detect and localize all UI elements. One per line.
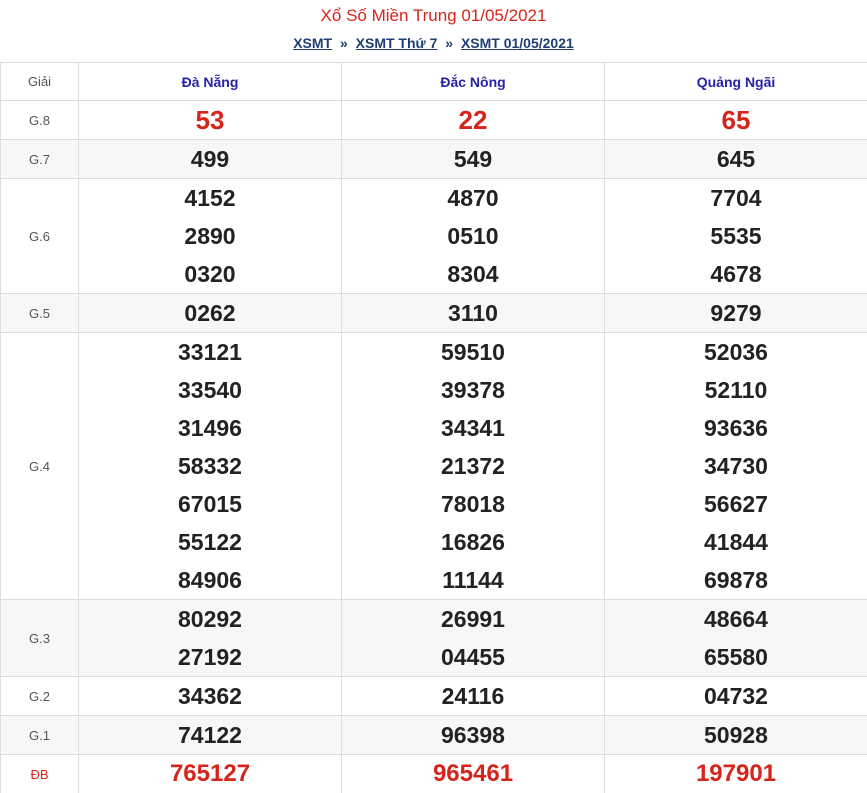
prize-number: 67015 — [178, 491, 242, 517]
prize-number: 39378 — [441, 377, 505, 403]
table-header-row — [1, 63, 867, 101]
prize-number: 7704 — [710, 185, 762, 211]
prize-number: 41844 — [704, 529, 768, 555]
prize-number: 74122 — [178, 722, 242, 748]
prize-cell — [342, 600, 605, 677]
prize-cell — [605, 755, 867, 793]
prize-number: 8304 — [447, 261, 499, 287]
breadcrumb-separator: » — [339, 35, 348, 51]
prize-number: 80292 — [178, 606, 242, 632]
prize-number: 0262 — [184, 300, 236, 326]
prize-label: G.7 — [1, 140, 79, 179]
prize-cell — [342, 716, 605, 755]
prize-number: 26991 — [441, 606, 505, 632]
table-row — [1, 179, 867, 294]
prize-number: 65580 — [704, 644, 768, 670]
prize-label: G.3 — [1, 600, 79, 677]
breadcrumb-link-xsmt-thu-7[interactable]: XSMT Thứ 7 — [355, 35, 438, 51]
prize-number: 27192 — [178, 644, 242, 670]
prize-number: 24116 — [441, 683, 505, 709]
prize-cell — [605, 677, 867, 716]
breadcrumb-link-xsmt[interactable]: XSMT — [293, 35, 333, 51]
prize-label: ĐB — [1, 755, 79, 793]
prize-number: 33540 — [178, 377, 242, 403]
prize-column-header: Giải — [1, 63, 79, 101]
page-title: Xổ Số Miền Trung 01/05/2021 — [320, 6, 547, 25]
prize-cell — [605, 140, 867, 179]
prize-cell — [79, 677, 342, 716]
province-header-dac-nong: Đắc Nông — [342, 63, 605, 101]
prize-number: 96398 — [441, 722, 505, 748]
prize-number: 34341 — [441, 415, 505, 441]
table-row — [1, 333, 867, 600]
prize-number: 50928 — [704, 722, 768, 748]
prize-number: 65 — [721, 105, 751, 135]
prize-cell — [79, 101, 342, 140]
prize-number: 56627 — [704, 491, 768, 517]
table-row — [1, 294, 867, 333]
prize-number: 549 — [453, 146, 493, 172]
prize-cell — [605, 179, 867, 294]
province-header-quang-ngai: Quảng Ngãi — [605, 63, 867, 101]
prize-label: G.6 — [1, 179, 79, 294]
prize-cell — [342, 333, 605, 600]
special-prize-number: 765127 — [169, 760, 251, 787]
prize-cell — [79, 179, 342, 294]
prize-number: 34730 — [704, 453, 768, 479]
prize-cell — [605, 333, 867, 600]
results-table — [0, 62, 867, 793]
prize-number: 645 — [716, 146, 756, 172]
prize-cell — [79, 600, 342, 677]
prize-number: 52110 — [704, 377, 768, 403]
prize-number: 84906 — [178, 567, 242, 593]
prize-number: 48664 — [704, 606, 768, 632]
prize-number: 33121 — [178, 339, 242, 365]
prize-cell — [342, 101, 605, 140]
prize-label: G.4 — [1, 333, 79, 600]
prize-number: 9279 — [710, 300, 762, 326]
prize-label: G.2 — [1, 677, 79, 716]
table-row — [1, 755, 867, 793]
prize-cell — [79, 294, 342, 333]
table-row — [1, 600, 867, 677]
prize-number: 499 — [190, 146, 230, 172]
prize-number: 58332 — [178, 453, 242, 479]
prize-number: 93636 — [704, 415, 768, 441]
prize-label: G.1 — [1, 716, 79, 755]
special-prize-number: 965461 — [432, 760, 514, 787]
breadcrumb-separator: » — [445, 35, 454, 51]
prize-cell — [79, 333, 342, 600]
prize-number: 0320 — [184, 261, 236, 287]
prize-number: 4678 — [710, 261, 762, 287]
prize-number: 4152 — [184, 185, 236, 211]
prize-number: 5535 — [710, 223, 762, 249]
special-prize-number: 197901 — [695, 760, 777, 787]
prize-number: 69878 — [704, 567, 768, 593]
prize-number: 52036 — [704, 339, 768, 365]
prize-number: 21372 — [441, 453, 505, 479]
prize-label: G.5 — [1, 294, 79, 333]
prize-cell — [342, 755, 605, 793]
breadcrumb-link-xsmt-date[interactable]: XSMT 01/05/2021 — [460, 35, 574, 51]
prize-cell — [79, 716, 342, 755]
results-body — [1, 101, 867, 793]
prize-number: 0510 — [447, 223, 499, 249]
table-row — [1, 140, 867, 179]
prize-cell — [342, 294, 605, 333]
prize-cell — [605, 716, 867, 755]
table-row — [1, 716, 867, 755]
prize-number: 22 — [458, 105, 488, 135]
prize-cell — [342, 179, 605, 294]
prize-number: 4870 — [447, 185, 499, 211]
prize-number: 78018 — [441, 491, 505, 517]
prize-number: 53 — [195, 105, 225, 135]
prize-number: 59510 — [441, 339, 505, 365]
prize-cell — [342, 677, 605, 716]
prize-cell — [605, 101, 867, 140]
province-header-da-nang: Đà Nẵng — [79, 63, 342, 101]
prize-number: 3110 — [448, 300, 498, 326]
prize-number: 34362 — [178, 683, 242, 709]
prize-number: 16826 — [441, 529, 505, 555]
prize-number: 04455 — [441, 644, 505, 670]
prize-number: 11144 — [442, 567, 504, 593]
prize-label: G.8 — [1, 101, 79, 140]
prize-number: 31496 — [178, 415, 242, 441]
breadcrumb — [0, 32, 867, 62]
table-row — [1, 101, 867, 140]
prize-number: 55122 — [178, 529, 242, 555]
prize-cell — [79, 140, 342, 179]
prize-number: 2890 — [184, 223, 236, 249]
prize-cell — [342, 140, 605, 179]
table-row — [1, 677, 867, 716]
prize-cell — [605, 600, 867, 677]
prize-cell — [605, 294, 867, 333]
prize-number: 04732 — [704, 683, 768, 709]
prize-cell — [79, 755, 342, 793]
